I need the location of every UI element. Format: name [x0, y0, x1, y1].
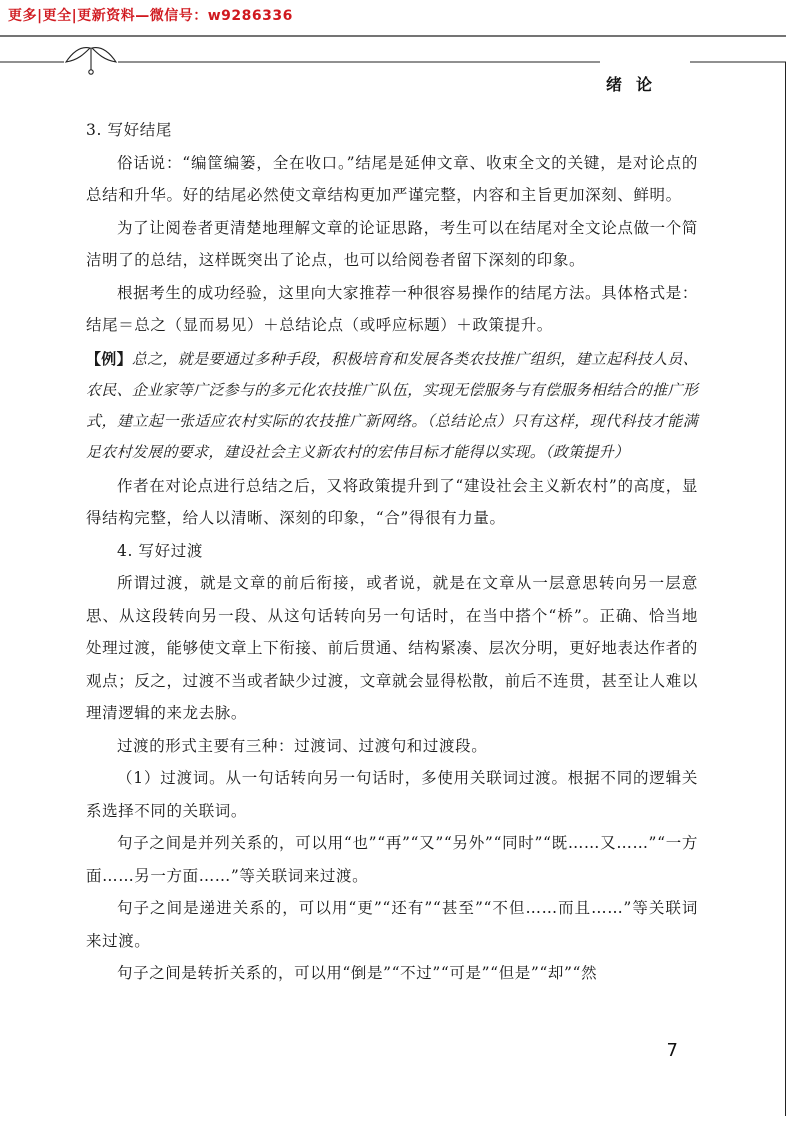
header-ornament [0, 28, 800, 88]
paragraph: 根据考生的成功经验，这里向大家推荐一种很容易操作的结尾方法。具体格式是：结尾＝总之（显而易见）＋总结论点（或呼应标题）＋政策提升。 [86, 283, 698, 334]
section-heading: 4. 写好过渡 [117, 541, 203, 560]
page-border [785, 62, 786, 1116]
paragraph: 为了让阅卷者更清楚地理解文章的论证思路，考生可以在结尾对全文论点做一个简洁明了的总结，这样既突出了论点，也可以给阅卷者留下深刻的印象。 [86, 218, 698, 269]
paragraph: 句子之间是递进关系的，可以用“更”“还有”“甚至”“不但……而且……”等关联词来过渡。 [86, 899, 698, 950]
running-header [0, 28, 800, 94]
section-heading: 3. 写好结尾 [86, 121, 172, 139]
paragraph: 句子之间是并列关系的，可以用“也”“再”“又”“另外”“同时”“既……又……”“一方面……另一方面……”等关联词来过渡。 [86, 834, 698, 885]
leaf-ornament-icon [66, 48, 116, 75]
wechat-banner: 更多|更全|更新资料—微信号：w9286336 [8, 8, 293, 24]
paragraph: （1）过渡词。从一句话转向另一句话时，多使用关联词过渡。根据不同的逻辑关系选择不同的关联词。 [86, 769, 698, 820]
page-number: 7 [666, 1040, 678, 1061]
example-tag: 【例】 [86, 349, 132, 368]
main-text [86, 114, 698, 990]
paragraph: 句子之间是转折关系的，可以用“倒是”“不过”“可是”“但是”“却”“然 [117, 964, 598, 982]
paragraph: 俗话说：“编筐编篓，全在收口。”结尾是延伸文章、收束全文的关键，是对论点的总结和升华。好的结尾必然使文章结构更加严谨完整，内容和主旨更加深刻、鲜明。 [86, 153, 698, 204]
example-text: 总之，就是要通过多种手段，积极培育和发展各类农技推广组织，建立起科技人员、农民、企业家等广泛参与的多元化农技推广队伍，实现无偿服务与有偿服务相结合的推广形式，建立起一张适应农村实际的农技推广新网络。（总结论点）只有这样，现代科技才能满足农村发展的要求，建设社会主义新农村的宏伟目标才能得以实现。（政策提升） [86, 349, 699, 461]
paragraph: 所谓过渡，就是文章的前后衔接，或者说，就是在文章从一层意思转向另一层意思、从这段转向另一段、从这句话转向另一句话时，在当中搭个“桥”。正确、恰当地处理过渡，能够使文章上下衔接、前后贯通、结构紧凑、层次分明，更好地表达作者的观点；反之，过渡不当或者缺少过渡，文章就会显得松散，前后不连贯，甚至让人难以理清逻辑的来龙去脉。 [86, 574, 698, 722]
header-title: 绪论 [606, 75, 667, 94]
paragraph: 过渡的形式主要有三种：过渡词、过渡句和过渡段。 [117, 736, 488, 755]
example-block [86, 344, 698, 468]
paragraph: 作者在对论点进行总结之后，又将政策提升到了“建设社会主义新农村”的高度，显得结构完整，给人以清晰、深刻的印象，“合”得很有力量。 [86, 476, 698, 527]
